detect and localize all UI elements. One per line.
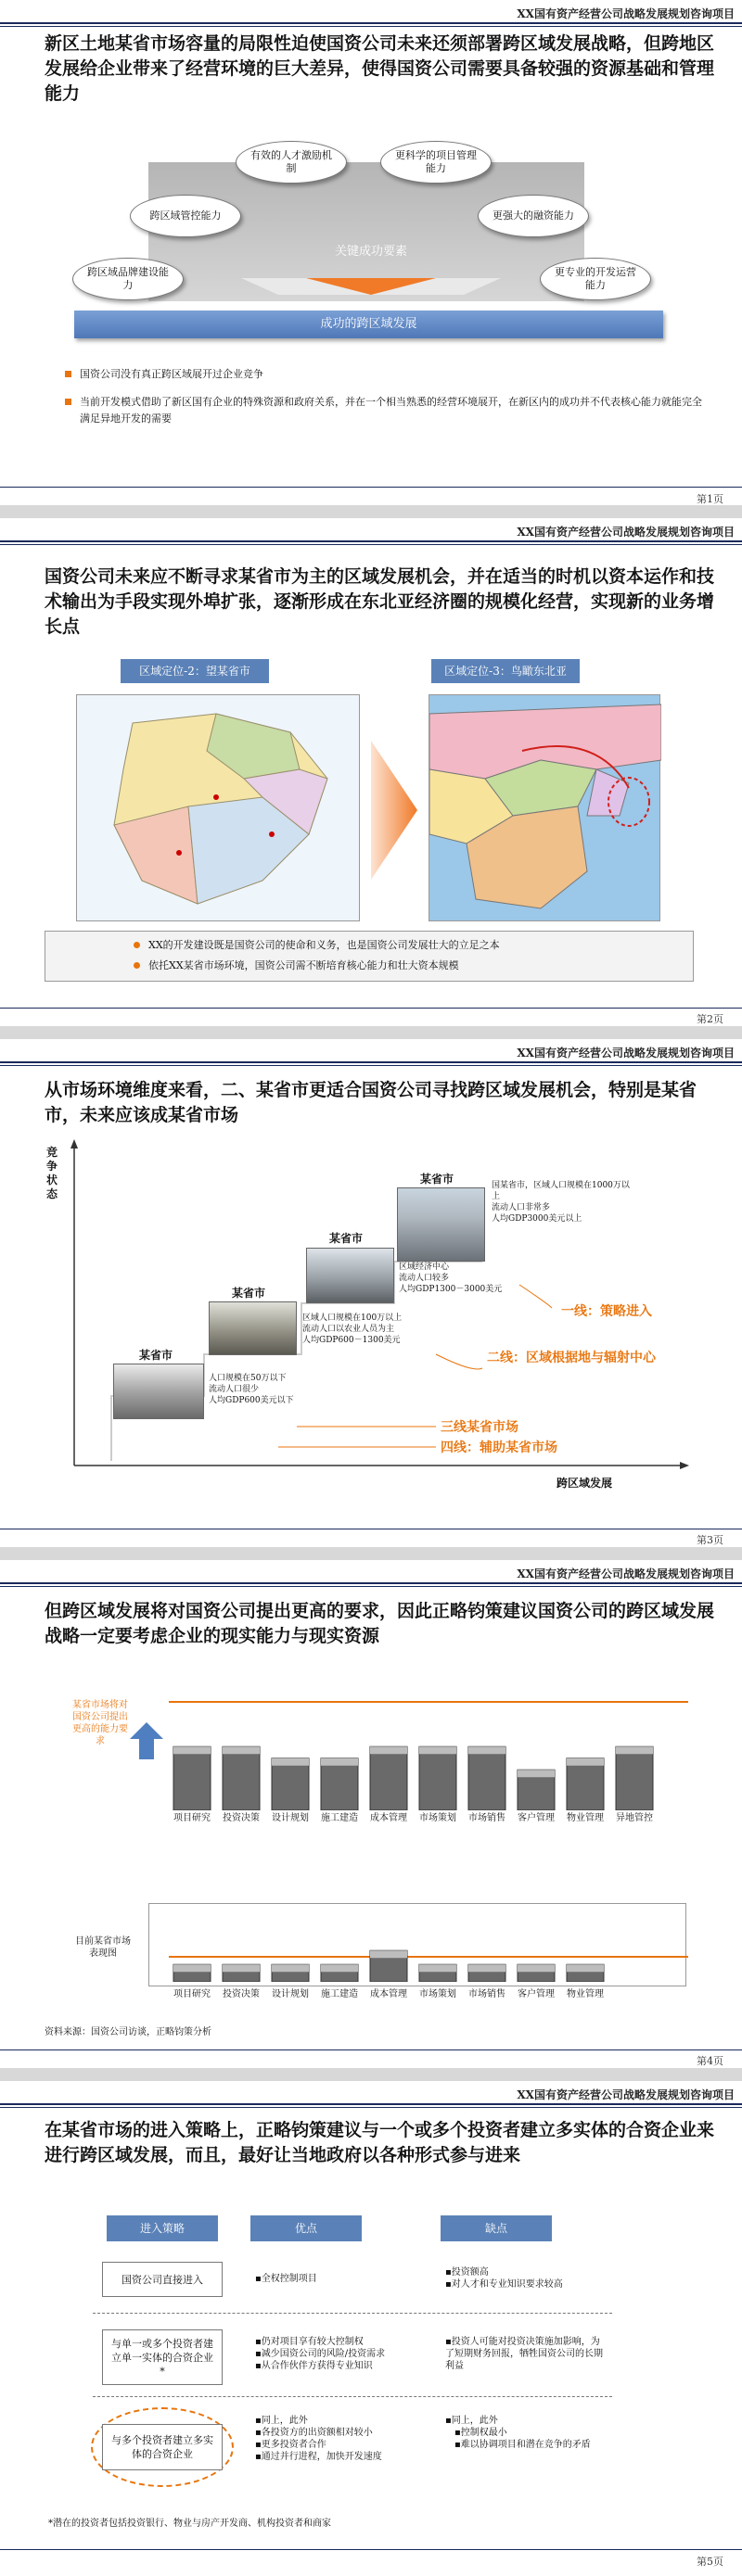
page-number: 第4页 bbox=[697, 2055, 723, 2067]
bullet-1: 国资公司没有真正跨区域展开过企业竞争 bbox=[80, 366, 705, 383]
notes-tier1: 国某省市，区域人口规模在1000万以上 流动人口非常多 人均GDP3000美元以上 bbox=[492, 1181, 630, 1224]
tier-label-4: 四线：辅助某省市场 bbox=[441, 1440, 557, 1455]
strategy-single-entity-jv: 与单一或多个投资者建立单一实体的合资企业* bbox=[102, 2329, 223, 2385]
notes-tier2: 区域经济中心 流动人口较多 人均GDP1300－3000美元 bbox=[399, 1263, 503, 1294]
capability-bar-top bbox=[272, 1758, 309, 1766]
capability-label: 设计规划 bbox=[272, 1989, 309, 1999]
slide-title: 新区土地某省市场容量的局限性迫使国资公司未来还须部署跨区域发展战略，但跨地区发展给企业带来了经营环境的巨大差异，使得国资公司需要具备较强的资源基础和管理能力 bbox=[45, 33, 715, 104]
panel-header-left: 区域定位-2：望某省市 bbox=[121, 659, 269, 683]
city-label-tier2: 某省市 bbox=[329, 1232, 364, 1245]
footer-line bbox=[0, 2549, 742, 2550]
capability-label: 设计规划 bbox=[272, 1813, 309, 1823]
capability-bar bbox=[468, 1746, 505, 1810]
capability-bar-top bbox=[518, 1770, 555, 1777]
capability-bar-top bbox=[567, 1964, 604, 1972]
bullet-2: 依托XX某省市场环境，国资公司需不断培育核心能力和壮大资本规模 bbox=[148, 958, 705, 974]
capability-label: 项目研究 bbox=[173, 1989, 211, 1999]
row-divider bbox=[93, 2396, 612, 2397]
footer-line bbox=[0, 487, 742, 488]
header-text: XX国有资产经营公司战略发展规划咨询项目 bbox=[517, 1567, 735, 1580]
up-arrow bbox=[130, 1722, 163, 1759]
capability-bar bbox=[616, 1746, 653, 1810]
bullet-1: XX的开发建设既是国资公司的使命和义务，也是国资公司发展壮大的立足之本 bbox=[148, 937, 705, 954]
capability-bar-top bbox=[321, 1758, 358, 1766]
oval-brand-building: 跨区域品牌建设能力 bbox=[72, 258, 184, 300]
slide-1 bbox=[0, 0, 742, 505]
page-number: 第2页 bbox=[697, 1013, 723, 1025]
footer-line bbox=[0, 2049, 742, 2050]
city-label-tier4: 某省市 bbox=[139, 1349, 173, 1362]
column-header-pros: 优点 bbox=[250, 2215, 362, 2241]
header-text: XX国有资产经营公司战略发展规划咨询项目 bbox=[517, 1047, 735, 1060]
header-line bbox=[0, 540, 742, 542]
page-number: 第5页 bbox=[697, 2556, 723, 2568]
cons-row-3: ▪同上，此外 ▪控制权最小 ▪难以协调项目和潜在竞争的矛盾 bbox=[445, 2416, 591, 2450]
header-line bbox=[0, 2103, 742, 2105]
slide-separator bbox=[0, 505, 742, 518]
pros-row-2: ▪仍对项目享有较大控制权 ▪减少国资公司的风险/投资需求 ▪从合作伙伴方获得专业知识 bbox=[255, 2337, 386, 2371]
city-photo-tier1 bbox=[397, 1187, 485, 1262]
capability-bar bbox=[223, 1746, 260, 1810]
key-success-label: 关键成功要素 bbox=[334, 245, 407, 259]
panel-header-right: 区域定位-3：鸟瞰东北亚 bbox=[431, 659, 580, 683]
capability-bar-top bbox=[419, 1964, 456, 1972]
capability-bar bbox=[419, 1746, 456, 1810]
capability-label: 客户管理 bbox=[518, 1813, 555, 1823]
city-photo-tier2 bbox=[306, 1248, 394, 1303]
notes-tier4: 人口规模在50万以下 流动人口很少 人均GDP600美元以下 bbox=[209, 1374, 294, 1405]
capability-bar-top bbox=[321, 1964, 358, 1972]
capability-bar-top bbox=[173, 1964, 211, 1972]
slide-separator bbox=[0, 1547, 742, 1560]
city-photo-tier4 bbox=[113, 1364, 204, 1419]
city-label-tier3: 某省市 bbox=[232, 1287, 266, 1300]
capability-bar-top bbox=[370, 1746, 407, 1754]
strategy-multi-entity-jv: 与多个投资者建立多实体的合资企业 bbox=[102, 2424, 223, 2470]
strategy-direct-entry: 国资公司直接进入 bbox=[102, 2262, 223, 2297]
city-label-tier1: 某省市 bbox=[420, 1173, 454, 1186]
cons-row-2: ▪投资人可能对投资决策施加影响，为了短期财务回报，牺牲国资公司的长期利益 bbox=[445, 2337, 603, 2371]
capability-bar-top bbox=[370, 1950, 407, 1958]
pros-row-3: ▪同上，此外 ▪各投资方的出资额相对较小 ▪更多投资者合作 ▪通过并行进程，加快开发速度 bbox=[255, 2416, 382, 2462]
capability-bar bbox=[173, 1746, 211, 1810]
oval-cross-region-control: 跨区域管控能力 bbox=[130, 195, 241, 237]
capability-bar bbox=[272, 1758, 309, 1810]
page-number: 第1页 bbox=[697, 493, 723, 505]
header-line-thin bbox=[0, 544, 742, 545]
capability-label: 施工建造 bbox=[321, 1813, 358, 1823]
header-line bbox=[0, 1582, 742, 1584]
capability-bar-top bbox=[223, 1746, 260, 1754]
slide-separator bbox=[0, 1026, 742, 1039]
capability-bar bbox=[370, 1746, 407, 1810]
capability-bar-top bbox=[518, 1964, 555, 1972]
header-text: XX国有资产经营公司战略发展规划咨询项目 bbox=[517, 7, 735, 20]
capability-label: 施工建造 bbox=[321, 1989, 358, 1999]
capability-bar bbox=[567, 1758, 604, 1810]
capability-bar-top bbox=[173, 1746, 211, 1754]
bottom-chart bbox=[169, 1912, 688, 1982]
tier-label-3: 三线某省市场 bbox=[441, 1420, 518, 1435]
top-chart-labels bbox=[169, 1812, 688, 1849]
capability-bar-top bbox=[419, 1746, 456, 1754]
header-line-thin bbox=[0, 2107, 742, 2108]
header-line-thin bbox=[0, 1586, 742, 1587]
northeast-asia-map bbox=[429, 694, 660, 921]
tier-label-1: 一线：策略进入 bbox=[561, 1304, 652, 1319]
capability-label: 市场销售 bbox=[468, 1989, 505, 1999]
notes-tier3: 区域人口规模在100万以上 流动人口以农业人员为主 人均GDP600－1300美元 bbox=[302, 1313, 403, 1345]
capability-label: 市场策划 bbox=[419, 1989, 456, 1999]
slide-2 bbox=[0, 518, 742, 1026]
source-note: 资料来源：国资公司访谈，正略钧策分析 bbox=[45, 2027, 211, 2037]
success-bar: 成功的跨区域发展 bbox=[74, 311, 663, 338]
capability-label: 投资决策 bbox=[223, 1989, 260, 1999]
capability-label: 市场销售 bbox=[468, 1813, 505, 1823]
bottom-chart-labels bbox=[169, 1988, 688, 2016]
page-number: 第3页 bbox=[697, 1534, 723, 1546]
oval-project-management: 更科学的项目管理能力 bbox=[380, 141, 492, 184]
slide-3 bbox=[0, 1039, 742, 1547]
oval-talent-incentive: 有效的人才激励机制 bbox=[236, 141, 347, 184]
tier-label-2: 二线：区域根据地与辐射中心 bbox=[487, 1351, 656, 1365]
side-label-bottom: 目前某省市场表现图 bbox=[75, 1936, 131, 1959]
capability-label: 市场策划 bbox=[419, 1813, 456, 1823]
capability-bar-top bbox=[616, 1746, 653, 1754]
slide-5 bbox=[0, 2081, 742, 2576]
footnote: *潜在的投资者包括投资银行、物业与房产开发商、机构投资者和商家 bbox=[48, 2519, 331, 2529]
row-divider bbox=[93, 2313, 612, 2314]
city-photo-tier3 bbox=[209, 1301, 297, 1355]
capability-bar-top bbox=[567, 1758, 604, 1766]
cons-row-1: ▪投资额高 ▪对人才和专业知识要求较高 bbox=[445, 2267, 563, 2290]
oval-development-operation: 更专业的开发运营能力 bbox=[540, 258, 651, 300]
capability-bar-top bbox=[468, 1964, 505, 1972]
capability-label: 物业管理 bbox=[567, 1813, 604, 1823]
capability-label: 客户管理 bbox=[518, 1989, 555, 1999]
capability-label: 成本管理 bbox=[370, 1989, 407, 1999]
column-header-strategy: 进入策略 bbox=[107, 2215, 218, 2241]
y-axis-label: 竞争状态 bbox=[46, 1146, 58, 1200]
regional-map-left bbox=[76, 694, 360, 921]
column-header-cons: 缺点 bbox=[441, 2215, 552, 2241]
capability-bar bbox=[321, 1758, 358, 1810]
capability-bar-top bbox=[223, 1964, 260, 1972]
side-label-top: 某省市场将对国资公司提出更高的能力要求 bbox=[72, 1700, 128, 1746]
header-text: XX国有资产经营公司战略发展规划咨询项目 bbox=[517, 2088, 735, 2101]
slide-title: 但跨区域发展将对国资公司提出更高的要求，因此正略钧策建议国资公司的跨区域发展战略一定要考虑企业的现实能力与现实资源 bbox=[45, 1601, 715, 1646]
bullet-2: 当前开发模式借助了新区国有企业的特殊资源和政府关系，并在一个相当熟悉的经营环境展开，在新区内的成功并不代表核心能力就能完全满足异地开发的需要 bbox=[80, 394, 705, 427]
capability-label: 投资决策 bbox=[223, 1813, 260, 1823]
capability-label: 异地管控 bbox=[616, 1813, 653, 1823]
x-axis-label: 跨区域发展 bbox=[556, 1477, 613, 1490]
header-text: XX国有资产经营公司战略发展规划咨询项目 bbox=[517, 526, 735, 539]
pros-row-1: ▪全权控制项目 bbox=[255, 2274, 317, 2284]
capability-label: 成本管理 bbox=[370, 1813, 407, 1823]
top-chart bbox=[169, 1694, 688, 1810]
capability-bar-top bbox=[272, 1964, 309, 1972]
slide-4 bbox=[0, 1560, 742, 2068]
slide-title: 在某省市场的进入策略上，正略钧策建议与一个或多个投资者建立多实体的合资企业来进行跨区域发展，而且，最好让当地政府以各种形式参与进来 bbox=[45, 2120, 715, 2165]
oval-financing: 更强大的融资能力 bbox=[478, 195, 589, 237]
footer-line bbox=[0, 1008, 742, 1009]
slide-separator bbox=[0, 2068, 742, 2081]
slide-title: 国资公司未来应不断寻求某省市为主的区域发展机会，并在适当的时机以资本运作和技术输出为手段实现外埠扩张，逐渐形成在东北亚经济圈的规模化经营，实现新的业务增长点 bbox=[45, 566, 715, 637]
capability-bar-top bbox=[468, 1746, 505, 1754]
capability-label: 项目研究 bbox=[173, 1813, 211, 1823]
capability-label: 物业管理 bbox=[567, 1989, 604, 1999]
transition-arrow bbox=[366, 741, 422, 880]
slide-title: 从市场环境维度来看，二、某省市更适合国资公司寻找跨区域发展机会，特别是某省市，未来应该成某省市场 bbox=[45, 1080, 697, 1125]
